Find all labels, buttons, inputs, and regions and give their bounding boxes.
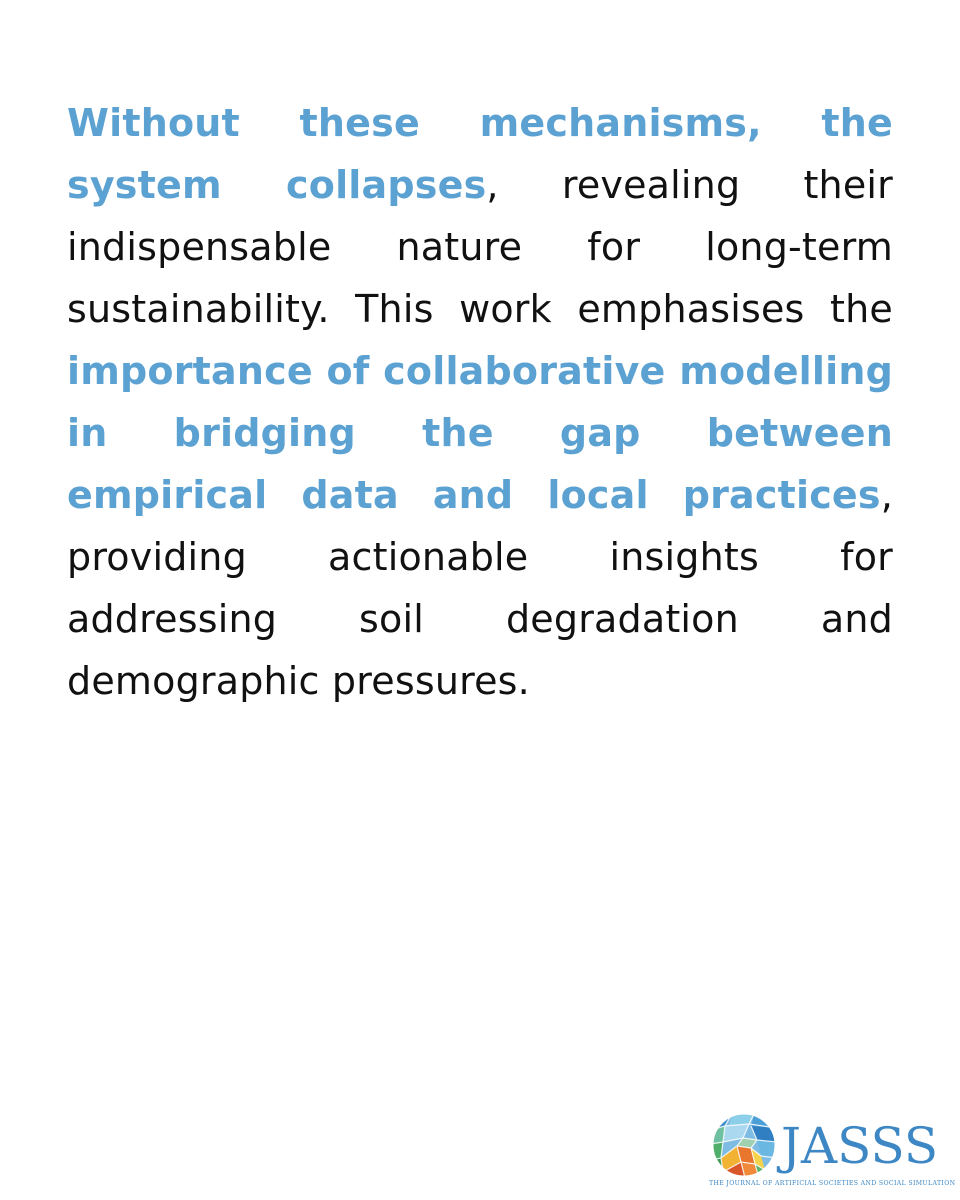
mosaic-globe-icon	[711, 1112, 777, 1178]
highlight-phrase: Without these mechanisms, the system collapses	[67, 101, 893, 207]
logo-wordmark: JASSS	[781, 1117, 939, 1175]
jasss-logo	[709, 1112, 956, 1192]
body-text-segment: , revealing their indispensable nature for long-term sustainability. This work emphasises the	[67, 163, 893, 331]
highlight-phrase: importance of collaborative modelling in bridging the gap between empirical data and local practices	[67, 349, 893, 517]
logo-tagline: THE JOURNAL OF ARTIFICIAL SOCIETIES AND SOCIAL SIMULATION	[709, 1180, 956, 1187]
body-text-segment: , providing actionable insights for addressing soil degradation and demographic pressures.	[67, 473, 893, 703]
body-paragraph	[67, 92, 893, 712]
